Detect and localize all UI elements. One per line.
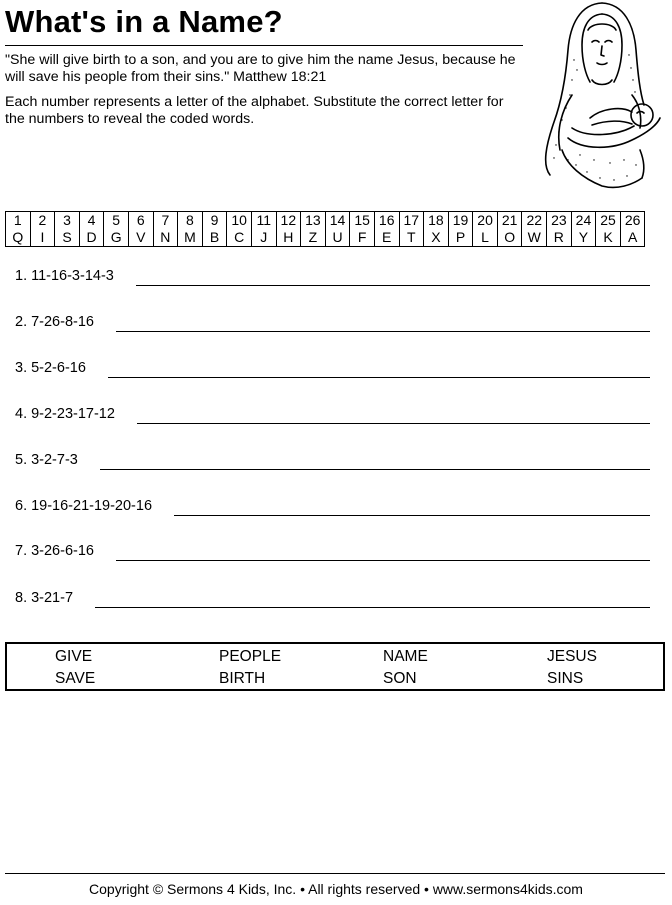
answer-line[interactable] [116,560,650,561]
word-bank-item: SON [383,670,417,687]
question-item [15,498,152,518]
key-number: 19 [452,212,469,228]
title-divider [5,45,523,46]
key-number: 3 [63,212,71,228]
question-item [15,406,115,426]
key-letter: N [160,229,171,245]
key-number: 26 [624,212,641,228]
question-item [15,590,73,610]
key-letter: C [234,229,245,245]
key-number: 21 [501,212,518,228]
key-number: 5 [112,212,121,228]
key-letter: B [209,229,220,245]
key-number: 10 [231,212,247,228]
key-letter: A [627,229,638,245]
coded-word: 19-16-21-19-20-16 [31,498,153,514]
coded-word: 3-21-7 [31,590,74,606]
key-letter: I [40,229,45,245]
key-number: 13 [305,212,321,228]
answer-line[interactable] [136,285,650,286]
key-number: 25 [600,212,616,228]
word-bank-item: PEOPLE [219,648,282,665]
key-cell [473,212,498,247]
answer-line[interactable] [95,607,650,608]
key-letter: J [260,229,268,245]
mary-with-baby-icon [532,0,670,190]
question-number: 6. [15,498,28,514]
key-cell [6,212,31,247]
key-number: 15 [354,212,370,228]
answer-line[interactable] [108,377,650,378]
key-letter: Z [308,229,318,245]
key-cell [301,212,326,247]
question-item [15,543,94,563]
key-cell [424,212,449,247]
key-number: 9 [210,212,219,228]
scripture-quote: "She will give birth to a son, and you are to give him the name Jesus, because he will save his people from their sins." Matthew 18:21 [5,52,516,85]
key-cell [227,212,252,247]
key-letter: E [382,229,392,245]
key-letter: G [110,229,122,245]
question-number: 3. [15,360,28,376]
word-bank-item: BIRTH [219,670,266,687]
question-number: 5. [15,452,28,468]
question-number: 4. [15,406,28,422]
key-cell [276,212,301,247]
key-cell [522,212,547,247]
key-letter: L [481,229,489,245]
key-cell [497,212,522,247]
question-number: 8. [15,590,28,606]
key-cell [448,212,473,247]
question-number: 1. [15,268,28,284]
key-cell [128,212,153,247]
key-cell [178,212,203,247]
key-letter: H [283,229,294,245]
key-letter: S [62,229,72,245]
page-title: What's in a Name? [5,4,283,39]
key-number: 4 [87,212,96,228]
answer-line[interactable] [174,515,650,516]
key-letter: U [332,229,343,245]
key-letter: Q [12,229,24,245]
instructions: Each number represents a letter of the alphabet. Substitute the correct letter for the numbers to reveal the coded words. [5,94,504,127]
key-letter: M [184,229,196,245]
question-item [15,452,78,472]
coded-word: 11-16-3-14-3 [31,268,114,284]
key-cell [30,212,55,247]
word-bank-item: JESUS [547,648,597,665]
key-number: 24 [575,212,592,228]
key-number: 11 [256,212,271,228]
key-number: 2 [38,212,47,228]
key-cell [325,212,350,247]
key-number: 17 [403,212,420,228]
copyright-footer: Copyright © Sermons 4 Kids, Inc. • All rights reserved • www.sermons4kids.com [89,881,583,897]
key-letter: O [504,229,516,245]
key-cell [620,212,645,247]
key-letter: V [136,229,146,245]
key-cell [596,212,621,247]
key-number: 14 [329,212,346,228]
key-number: 18 [428,212,444,228]
question-number: 7. [15,543,28,559]
footer-divider [5,873,665,874]
key-number: 12 [280,212,297,228]
answer-line[interactable] [137,423,650,424]
key-cell [350,212,375,247]
key-cell [547,212,572,247]
key-cell [55,212,80,247]
question-number: 2. [15,314,28,330]
key-letter: X [431,229,441,245]
key-cell [153,212,178,247]
word-bank-item: SINS [547,670,584,687]
key-number: 20 [477,212,493,228]
key-letter: T [407,229,416,245]
key-cell [202,212,227,247]
coded-word: 9-2-23-17-12 [31,406,115,422]
key-cell [104,212,129,247]
word-bank [5,642,665,691]
word-bank-item: SAVE [55,670,96,687]
cipher-key [5,211,645,247]
key-number: 1 [13,212,22,228]
answer-line[interactable] [100,469,650,470]
key-letter: D [86,229,97,245]
word-bank-item: GIVE [55,648,93,665]
key-cell [374,212,399,247]
key-number: 8 [186,212,194,228]
key-letter: W [527,229,541,245]
key-cell [571,212,596,247]
key-number: 22 [526,212,543,228]
key-letter: P [455,229,466,245]
word-bank-item: NAME [383,648,428,665]
key-letter: Y [578,229,589,245]
coded-word: 5-2-6-16 [31,360,86,376]
question-item [15,268,114,288]
key-letter: F [357,229,367,245]
coded-word: 3-26-6-16 [31,543,94,559]
question-item [15,314,94,334]
question-item [15,360,86,380]
key-number: 6 [136,212,145,228]
key-number: 16 [378,212,395,228]
key-letter: R [553,229,564,245]
answer-line[interactable] [116,331,650,332]
key-cell [79,212,104,247]
key-cell [251,212,276,247]
key-number: 23 [551,212,567,228]
coded-word: 3-2-7-3 [31,452,78,468]
key-number: 7 [161,212,170,228]
coded-word: 7-26-8-16 [31,314,94,330]
key-cell [399,212,424,247]
key-letter: K [603,229,613,245]
